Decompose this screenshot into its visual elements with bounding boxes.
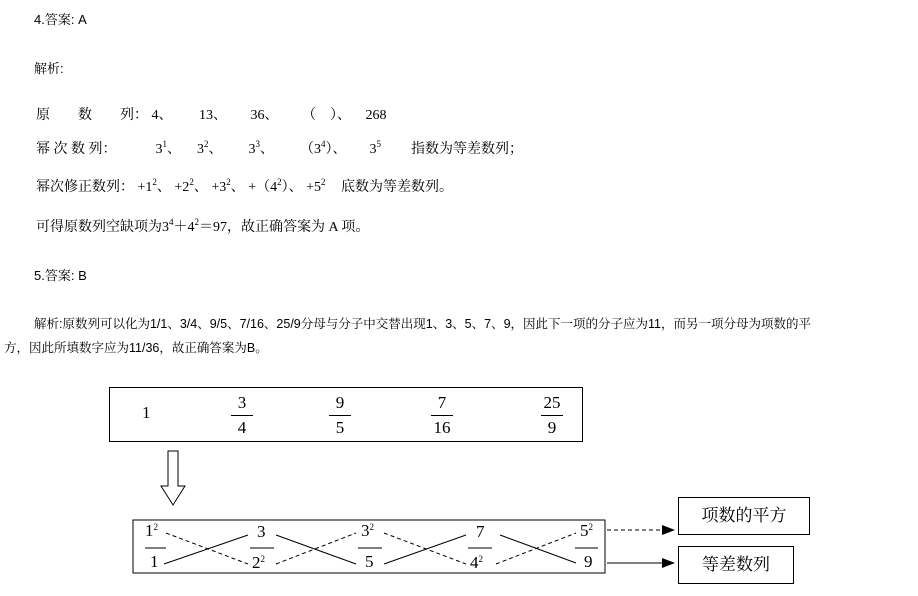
corrected-term: $+2^2$、 bbox=[174, 177, 208, 195]
power-term: $3^3$、 bbox=[248, 139, 274, 157]
original-term: 268 bbox=[365, 108, 387, 123]
corrected-note: 底数为等差数列。 bbox=[341, 180, 454, 195]
q4-conclusion: 可得原数列空缺项为$3^4+4^2=97$，故正确答案为 A 项。 bbox=[36, 217, 370, 235]
bottom-numerator: $1^2$ bbox=[145, 521, 158, 540]
original-term: 13、 bbox=[199, 108, 227, 123]
original-label: 原 数 列： bbox=[36, 108, 148, 123]
top-fraction: 25 9 bbox=[537, 393, 567, 438]
bottom-numerator: 3 bbox=[257, 522, 266, 541]
bottom-denominator: 9 bbox=[584, 552, 593, 571]
bottom-numerator: $3^2$ bbox=[361, 521, 374, 540]
corrected-term: $+5^2$ bbox=[306, 177, 326, 195]
q4-analysis-label: 解析: bbox=[34, 61, 64, 76]
q5-analysis-line2: 方，因此所填数字应为11/36，故正确答案为B。 bbox=[4, 341, 268, 355]
power-term: $3^2$、 bbox=[197, 139, 223, 157]
bottom-denominator: $4^2$ bbox=[470, 553, 483, 572]
original-term: （ ）、 bbox=[302, 108, 351, 123]
corrected-term: $+1^2$、 bbox=[137, 177, 171, 195]
bottom-numerator: 7 bbox=[476, 522, 485, 541]
top-fraction: 3 4 bbox=[227, 393, 257, 438]
original-term: 4、 bbox=[151, 108, 173, 123]
power-term: $3^5$ bbox=[369, 139, 381, 157]
corrected-label: 幂次修正数列： bbox=[36, 180, 134, 195]
q5-answer: 5.答案: B bbox=[34, 268, 87, 283]
power-term: $3^1$、 bbox=[155, 139, 181, 157]
power-term: $(3^4)$、 bbox=[300, 139, 347, 157]
power-note: 指数为等差数列； bbox=[411, 142, 523, 157]
top-first-term: 1 bbox=[142, 403, 151, 422]
bottom-denominator: 5 bbox=[365, 552, 374, 571]
bottom-denominator: $2^2$ bbox=[252, 553, 265, 572]
original-term: 36、 bbox=[250, 108, 279, 123]
top-fraction: 9 5 bbox=[325, 393, 355, 438]
bottom-numerator: $5^2$ bbox=[580, 521, 593, 540]
corrected-term: $+(4^2)$、 bbox=[248, 177, 303, 195]
bottom-denominator: 1 bbox=[150, 552, 159, 571]
power-label: 幂 次 数 列： bbox=[36, 142, 117, 157]
q4-answer: 4.答案: A bbox=[34, 12, 87, 27]
top-fraction: 7 16 bbox=[427, 393, 457, 438]
corrected-term: $+3^2$、 bbox=[211, 177, 245, 195]
arithmetic-sequence-label: 等差数列 bbox=[678, 546, 794, 584]
q5-analysis-line1: 解析:原数列可以化为1/1、3/4、9/5、7/16、25/9分母与分子中交替出现1、3、5、7、9，因此下一项的分子应为11，而另一项分母为项数的平 bbox=[34, 317, 811, 331]
square-of-index-label: 项数的平方 bbox=[678, 497, 810, 535]
